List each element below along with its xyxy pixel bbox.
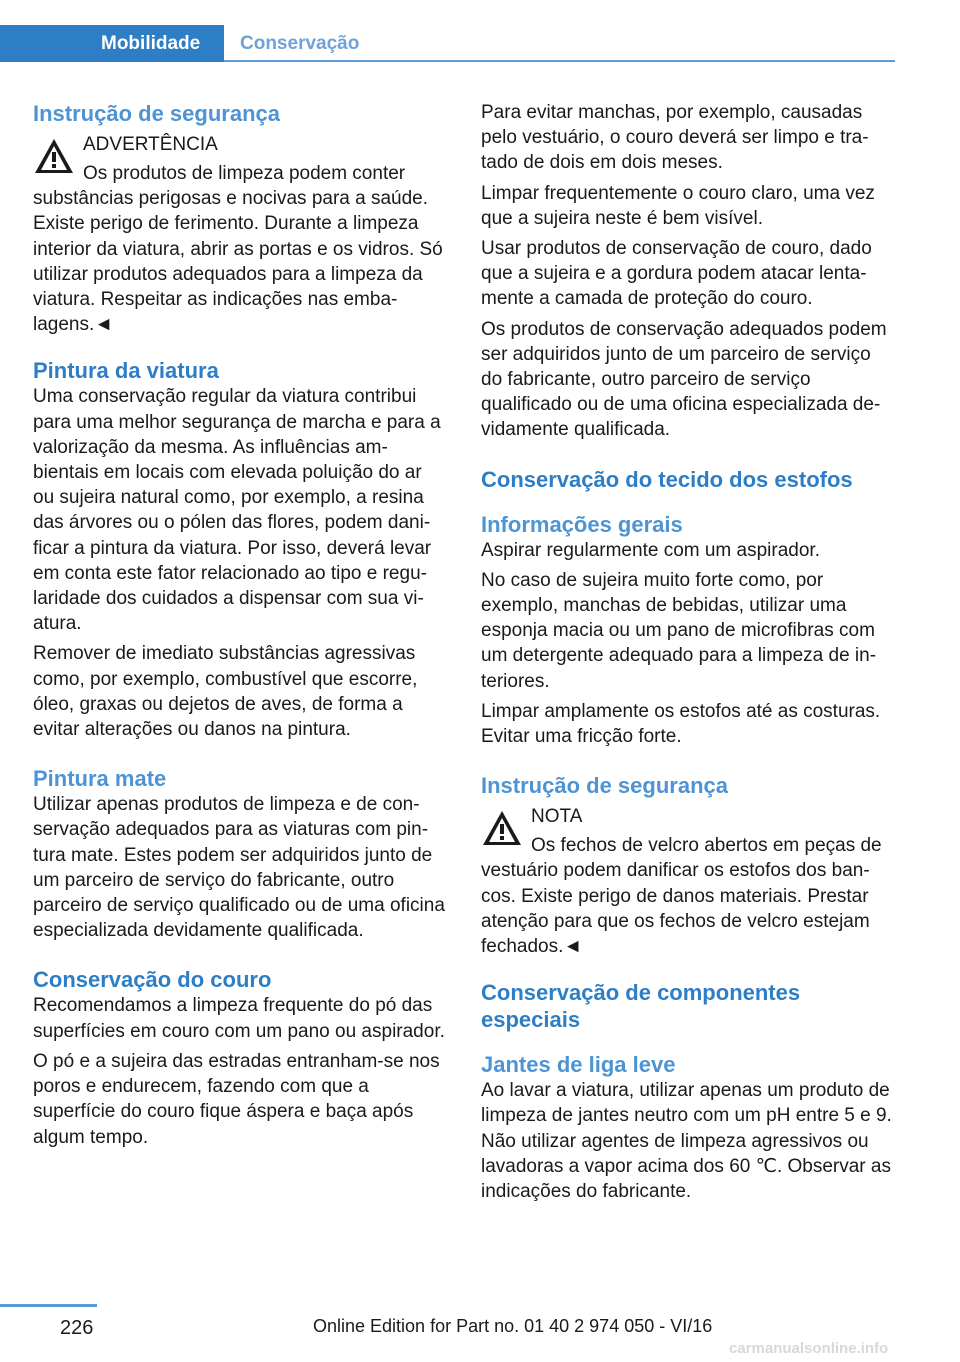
- leather-paragraph-2: O pó e a sujeira das estradas entranham-se nos poros e endurecem, fazendo com que a superfície do couro fique áspera e baça após algum tempo.: [33, 1050, 440, 1148]
- fabric-heading: Conservação do tecido dos estofos: [481, 466, 853, 492]
- edition-text: Online Edition for Part no. 01 40 2 974 050 - VI/16: [313, 1316, 713, 1336]
- leather-paragraph-6: Os produtos de conservação adequados podem ser adquiridos junto de um parceiro de serviço do fabricante, outro parceiro de serviço qualificado ou de uma oficina especializada devidamente qualificada.: [481, 318, 887, 441]
- warning-title: ADVERTÊNCIA: [83, 134, 218, 155]
- leather-heading: Conservação do couro: [33, 967, 272, 993]
- warning-block: [33, 127, 445, 337]
- safety-heading: Instrução de segurança: [33, 101, 280, 126]
- paint-paragraph-2: Remover de imediato substâncias agressivas como, por exemplo, combustível que escorre, óleo, graxas ou dejetos de aves, de forma a evitar alterações ou danos na pintura.: [33, 643, 418, 741]
- safety-heading-2: Instrução de segurança: [481, 773, 728, 799]
- page-number: 226: [60, 1317, 94, 1339]
- general-heading: Informações gerais: [481, 511, 683, 537]
- matte-heading: Pintura mate: [33, 766, 167, 792]
- alloy-paragraph: Ao lavar a viatura, utilizar apenas um produto de limpeza de jantes neutro com um pH entre 5 e 9. Não utilizar agentes de limpeza agressivos ou lavadoras a vapor acima dos 60 ℃. Observar as indicações do fabricante.: [481, 1080, 892, 1203]
- general-paragraph-3: Limpar amplamente os estofos até as costuras. Evitar uma fricção forte.: [481, 700, 881, 748]
- warning-triangle-icon: [33, 137, 75, 175]
- tab-conservacao[interactable]: Conservação: [240, 33, 360, 54]
- note-block: [481, 799, 896, 959]
- note-text: Os fechos de velcro abertos em peças de vestuário podem danificar os estofos dos bancos. Existe perigo de danos materiais. Prestar atenção para que os fechos de velcro estejam fechados.◄: [481, 835, 882, 958]
- right-column: [481, 100, 896, 1209]
- paint-paragraph-1: Uma conservação regular da viatura contribui para uma melhor segurança de marcha e para a valorização da mesma. As influências ambientais em locais com elevada poluição do ar ou sujeira natural como, por exemplo, a resina das árvores ou o pólen das flores, podem danificar a pintura da viatura. Por isso, deverá levar em conta este fator relacionado ao tipo e regularidade dos cuidados a dispensar com sua viatura.: [33, 386, 441, 635]
- watermark: carmanualsonline.info: [729, 1340, 889, 1357]
- tab-mobilidade[interactable]: Mobilidade: [0, 25, 224, 62]
- leather-paragraph-4: Limpar frequentemente o couro claro, uma vez que a sujeira neste é bem visível.: [481, 182, 875, 229]
- warning-triangle-icon: [481, 809, 523, 847]
- components-heading: Conservação de componentes especiais: [481, 980, 801, 1033]
- note-title: NOTA: [531, 806, 583, 828]
- left-column: [33, 100, 445, 1155]
- footer-rule: [0, 1304, 97, 1307]
- leather-paragraph-5: Usar produtos de conservação de couro, dado que a sujeira e a gordura podem atacar lentamente a camada de proteção do couro.: [481, 238, 872, 310]
- leather-paragraph-1: Recomendamos a limpeza frequente do pó das superfícies em couro com um pano ou aspirador.: [33, 995, 445, 1042]
- warning-text: Os produtos de limpeza podem conter substâncias perigosas e nocivas para a saúde. Existe perigo de ferimento. Durante a limpeza interior da viatura, abrir as portas e os vidros. Só utilizar produtos adequados para a limpeza da viatura. Respeitar as indicações nas embalagens.◄: [33, 163, 443, 336]
- alloy-heading: Jantes de liga leve: [481, 1052, 676, 1078]
- paint-heading: Pintura da viatura: [33, 358, 219, 384]
- matte-paragraph: Utilizar apenas produtos de limpeza e de conservação adequados para as viaturas com pintura mate. Estes podem ser adquiridos junto de um parceiro de serviço do fabricante, outro parceiro de serviço qualificado ou de uma oficina especializada devidamente qualificada.: [33, 794, 445, 942]
- page-header: [0, 25, 895, 62]
- general-paragraph-1: Aspirar regularmente com um aspirador.: [481, 539, 820, 561]
- leather-paragraph-3: Para evitar manchas, por exemplo, causadas pelo vestuário, o couro deverá ser limpo e tratado de dois em dois meses.: [481, 102, 869, 174]
- general-paragraph-2: No caso de sujeira muito forte como, por exemplo, manchas de bebidas, utilizar uma esponja macia ou um pano de microfibras com um detergente adequado para a limpeza de interiores.: [481, 569, 877, 692]
